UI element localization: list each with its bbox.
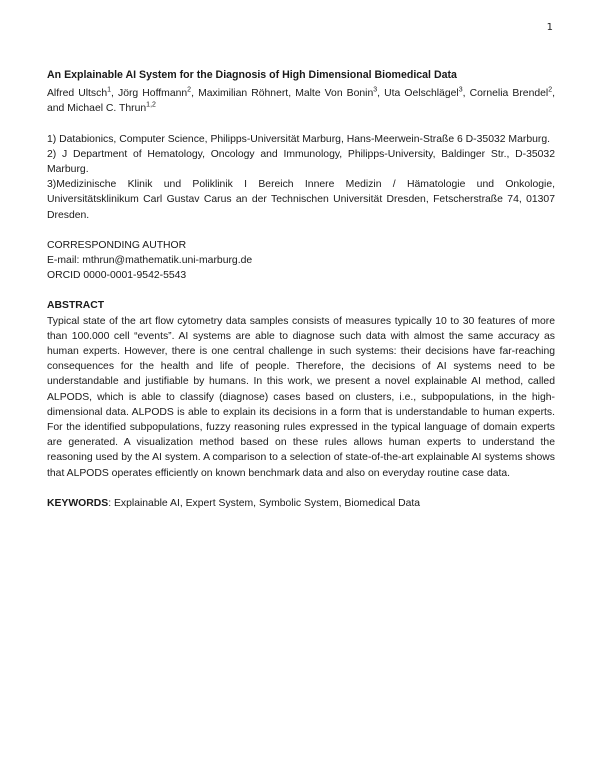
author-separator: , [288,88,296,100]
keywords-text: : Explainable AI, Expert System, Symbolic System, Biomedical Data [108,497,421,509]
corresponding-email: E-mail: mthrun@mathematik.uni-marburg.de [47,255,253,267]
corresponding-orcid: ORCID 0000-0001-9542-5543 [47,270,187,282]
author-name: Cornelia Brendel [469,88,549,100]
author-separator: , [111,88,118,100]
affiliation-2: 2) J Department of Hematology, Oncology and Immunology, Philipps-University, Baldinger Str., D-35032 Marburg. [47,148,555,176]
author-name: Michael C. Thrun [67,103,147,115]
author-affiliation-marker: 1 [107,86,112,94]
author-name: Uta Oelschlägel [384,88,459,100]
keywords [47,496,555,511]
author-name: Alfred Ultsch [47,88,108,100]
page-number: 1 [546,22,553,33]
author-separator: , [377,88,385,100]
author-affiliation-marker: 2 [187,86,192,94]
author-name: Jörg Hoffmann [118,88,188,100]
abstract-heading: ABSTRACT [47,300,105,312]
author-separator: , [462,88,470,100]
author-separator: , [191,88,199,100]
affiliation-3: 3)Medizinische Klinik und Poliklinik I Bereich Innere Medizin / Hämatologie und Onkologie, Universitätsklinikum Carl Gustav Carus an der Technischen Universität Dresden, Fetscherstraße 74, 01307 Dresden. [47,179,555,221]
author-name: Maximilian Röhnert [198,88,289,100]
author-affiliation-marker: 2 [548,86,553,94]
author-list [47,86,555,116]
paper-front-matter [47,68,555,511]
affiliation-1: 1) Databionics, Computer Science, Philipps-Universität Marburg, Hans-Meerwein-Straße 6 D-35032 Marburg. [47,133,550,145]
author-name: Malte Von Bonin [295,88,374,100]
corresponding-heading: CORRESPONDING AUTHOR [47,239,187,251]
paper-title: An Explainable AI System for the Diagnosis of High Dimensional Biomedical Data [47,69,457,81]
author-affiliation-marker: 3 [458,86,463,94]
author-affiliation-marker: 3 [373,86,378,94]
author-affiliation-marker: 1,2 [146,101,156,109]
abstract-text: Typical state of the art flow cytometry data samples consists of measures typically 10 to 30 features of more than 100.000 cell “events”. AI systems are able to diagnose such data with almost the same accuracy as human experts. However, there is one central challenge in such systems: their decisions have far-reaching consequences for the health and life of people. Therefore, the decisions of AI systems need to be understandable and justifiable by humans. In this work, we present a novel explainable AI method, called ALPODS, which is able to classify (diagnose) cases based on clusters, i.e., subpopulations, in the high-dimensional data. ALPODS is able to explain its decisions in a form that is understandable to human experts. For the identified subpopulations, fuzzy reasoning rules expressed in the typical language of domain experts are generated. A visualization method based on these rules allows human experts to understand the reasoning used by the AI system. A comparison to a selection of state-of-the-art explainable AI systems shows that ALPODS operates efficiently on known benchmark data and also on everyday routine case data. [47,315,555,479]
affiliations [47,132,555,223]
keywords-label: KEYWORDS [47,497,109,509]
author-separator: , and [47,88,556,115]
corresponding-author [47,238,555,284]
